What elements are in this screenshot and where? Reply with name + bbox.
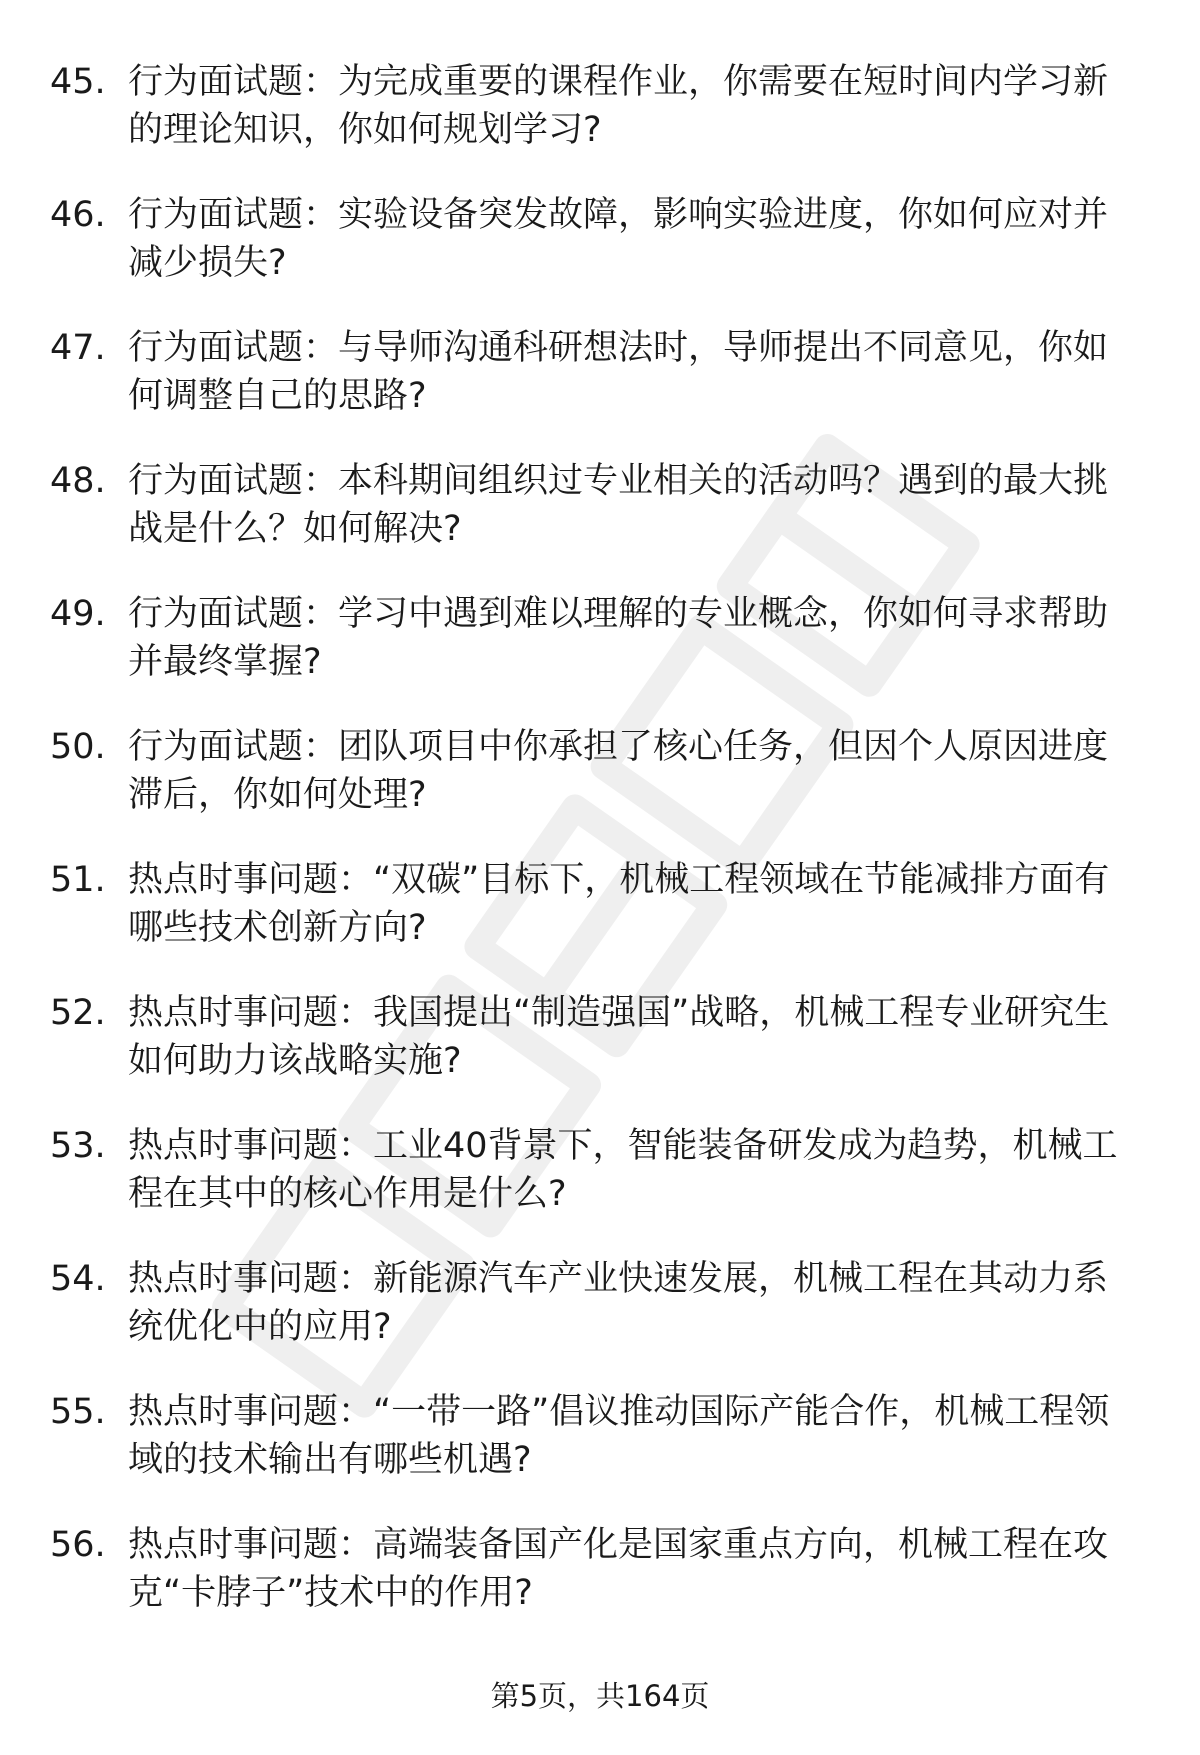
question-number: 56.: [50, 1525, 106, 1565]
question-number: 51.: [50, 860, 106, 900]
question-text: 行为面试题：与导师沟通科研想法时，导师提出不同意见，你如何调整自己的思路?: [128, 328, 1109, 416]
list-item: [50, 1388, 1140, 1521]
question-number: 45.: [50, 62, 106, 102]
page-footer: 第5页，共164页: [490, 1679, 710, 1713]
question-number: 47.: [50, 328, 106, 368]
list-item: [50, 457, 1140, 590]
question-text: 热点时事问题：“一带一路”倡议推动国际产能合作，机械工程领域的技术输出有哪些机遇?: [128, 1392, 1110, 1480]
list-item: [50, 58, 1140, 191]
list-item: [50, 324, 1140, 457]
question-number: 50.: [50, 727, 106, 767]
question-number: 53.: [50, 1126, 106, 1166]
list-item: [50, 989, 1140, 1122]
question-number: 54.: [50, 1259, 106, 1299]
question-text: 热点时事问题：新能源汽车产业快速发展，机械工程在其动力系统优化中的应用?: [128, 1259, 1109, 1347]
question-text: 行为面试题：学习中遇到难以理解的专业概念，你如何寻求帮助并最终掌握?: [128, 594, 1109, 682]
list-item: [50, 856, 1140, 989]
question-text: 行为面试题：团队项目中你承担了核心任务，但因个人原因进度滞后，你如何处理?: [128, 727, 1109, 815]
list-item: [50, 723, 1140, 856]
question-text: 热点时事问题：工业40背景下，智能装备研发成为趋势，机械工程在其中的核心作用是什么?: [128, 1126, 1118, 1214]
question-text: 热点时事问题：“双碳”目标下，机械工程领域在节能减排方面有哪些技术创新方向?: [128, 860, 1110, 948]
question-number: 49.: [50, 594, 106, 634]
question-text: 热点时事问题：高端装备国产化是国家重点方向，机械工程在攻克“卡脖子”技术中的作用?: [128, 1525, 1109, 1613]
question-number: 55.: [50, 1392, 106, 1432]
question-number: 48.: [50, 461, 106, 501]
question-text: 热点时事问题：我国提出“制造强国”战略，机械工程专业研究生如何助力该战略实施?: [128, 993, 1110, 1081]
list-item: [50, 1521, 1140, 1654]
question-text: 行为面试题：本科期间组织过专业相关的活动吗？遇到的最大挑战是什么？如何解决?: [128, 461, 1109, 549]
question-number: 46.: [50, 195, 106, 235]
question-list: [50, 58, 1140, 1654]
list-item: [50, 1122, 1140, 1255]
question-number: 52.: [50, 993, 106, 1033]
question-text: 行为面试题：实验设备突发故障，影响实验进度，你如何应对并减少损失?: [128, 195, 1109, 283]
list-item: [50, 191, 1140, 324]
question-text: 行为面试题：为完成重要的课程作业，你需要在短时间内学习新的理论知识，你如何规划学习?: [128, 62, 1109, 150]
list-item: [50, 590, 1140, 723]
list-item: [50, 1255, 1140, 1388]
